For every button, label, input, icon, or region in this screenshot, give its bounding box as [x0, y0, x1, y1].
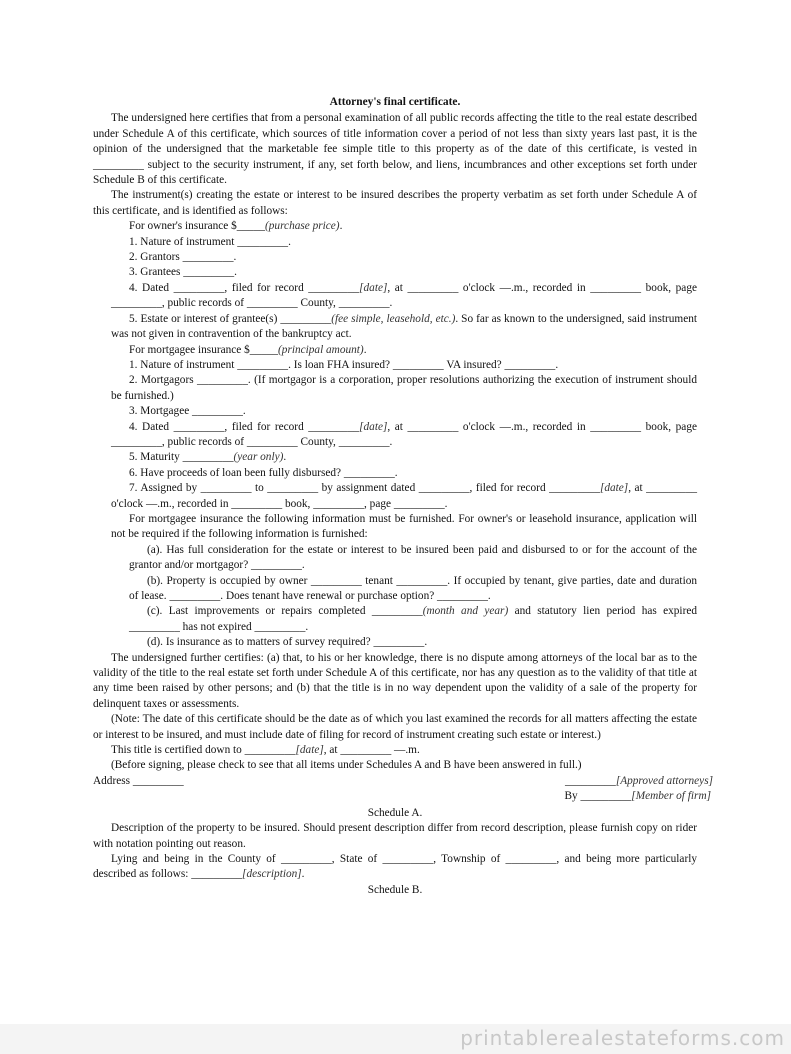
- instrument-paragraph: The instrument(s) creating the estate or interest to be insured describes the property verbatim as set forth under Schedule A of this certificate, and is identified as follows:: [93, 189, 697, 217]
- mortgagee-item-6: 6. Have proceeds of loan been fully disbursed? _________.: [129, 466, 398, 479]
- mortgagee-item-7: 7. Assigned by _________ to _________ by assignment dated _________, filed for record _________[date], at _________ o'clock —.m., recorded in _________ book, _________, page _________.: [111, 482, 697, 510]
- mortgagee-insurance-heading: For mortgagee insurance $_____(principal amount).: [129, 343, 367, 356]
- question-d: (d). Is insurance as to matters of survey required? _________.: [147, 636, 428, 649]
- owner-item-1: 1. Nature of instrument _________.: [129, 235, 291, 248]
- mortgagee-item-2: 2. Mortgagors _________. (If mortgagor is a corporation, proper resolutions authorizing the execution of instrument should be furnished.): [111, 374, 697, 402]
- question-a: (a). Has full consideration for the estate or interest to be insured been paid and disbursed to or for the account of the grantor and/or mortgagor? _________.: [129, 543, 697, 572]
- mortgagee-item-5: 5. Maturity _________(year only).: [129, 451, 287, 464]
- question-c: (c). Last improvements or repairs completed _________(month and year) and statutory lien period has expired _________ has not expired _________.: [129, 605, 697, 633]
- document-body: [93, 95, 713, 898]
- mortgagee-item-3: 3. Mortgagee _________.: [129, 405, 246, 418]
- certified-down-to: This title is certified down to _________[date], at _________ —.m.: [111, 744, 420, 757]
- owner-insurance-heading: For owner's insurance $_____(purchase price).: [129, 220, 343, 233]
- information-paragraph: For mortgagee insurance the following information must be furnished. For owner's or leasehold insurance, application will not be required if the following information is furnished:: [111, 512, 697, 541]
- certification-paragraph: The undersigned here certifies that from a personal examination of all public records affecting the title to the real estate described under Schedule A of this certificate, which sources of title information cover a period of not less than sixty years last past, it is the opinion of the undersigned that the marketable fee simple title to this property as of the date of this certificate, is vested in _________ subject to the security instrument, if any, set forth below, and liens, incumbrances and other exceptions set forth under Schedule B of this certificate.: [93, 112, 697, 187]
- owner-item-4: 4. Dated _________, filed for record _________[date], at _________ o'clock —.m., recorded in _________ book, page _________, public records of _________ County, _________.: [111, 281, 697, 310]
- schedule-a-heading: Schedule A.: [367, 806, 423, 819]
- address-line: Address _________: [93, 774, 184, 787]
- site-watermark: printablerealestateforms.com: [460, 1026, 785, 1050]
- schedule-b-heading: Schedule B.: [367, 883, 423, 896]
- mortgagee-item-1: 1. Nature of instrument _________. Is loan FHA insured? _________ VA insured? _________.: [129, 358, 559, 371]
- before-signing-note: (Before signing, please check to see that all items under Schedules A and B have been answered in full.): [111, 759, 582, 772]
- lying-and-being-paragraph: Lying and being in the County of _________, State of _________, Township of _________, and being more particularly described as follows: _________[description].: [93, 852, 697, 881]
- owner-item-2: 2. Grantors _________.: [129, 251, 237, 264]
- owner-item-3: 3. Grantees _________.: [129, 266, 237, 279]
- signature-row: [93, 774, 713, 789]
- question-b: (b). Property is occupied by owner _________ tenant _________. If occupied by tenant, give parties, date and duration of lease. _________. Does tenant have renewal or purchase option? _________.: [129, 574, 697, 602]
- owner-item-5: 5. Estate or interest of grantee(s) _________(fee simple, leasehold, etc.). So far as known to the undersigned, said instrument was not given in contravention of the bankruptcy act.: [111, 312, 697, 341]
- approved-attorneys-line: _________[Approved attorneys]: [564, 774, 713, 787]
- further-certifies-paragraph: The undersigned further certifies: (a) that, to his or her knowledge, there is no dispute among attorneys of the local bar as to the validity of the title to the real estate set forth under Schedule A of this certificate, nor has any question as to the validity of that title at any time been raised by other persons; and (b) that the title is in no way dependent upon the validity of a sale of the property for delinquent taxes or assessments.: [93, 651, 697, 710]
- member-of-firm-line: By _________[Member of firm]: [564, 790, 711, 803]
- description-paragraph: Description of the property to be insured. Should present description differ from record description, please furnish copy on rider with notation pointing out reason.: [93, 822, 697, 850]
- mortgagee-item-4: 4. Dated _________, filed for record _________[date], at _________ o'clock —.m., recorded in _________ book, page _________, public records of _________ County, _________.: [111, 420, 697, 448]
- note-paragraph: (Note: The date of this certificate should be the date as of which you last examined the records for all matters affecting the estate or interest to be insured, and must include date of filing for record of instrument creating such estate or interest.): [93, 713, 697, 741]
- document-title: Attorney's final certificate.: [329, 96, 461, 108]
